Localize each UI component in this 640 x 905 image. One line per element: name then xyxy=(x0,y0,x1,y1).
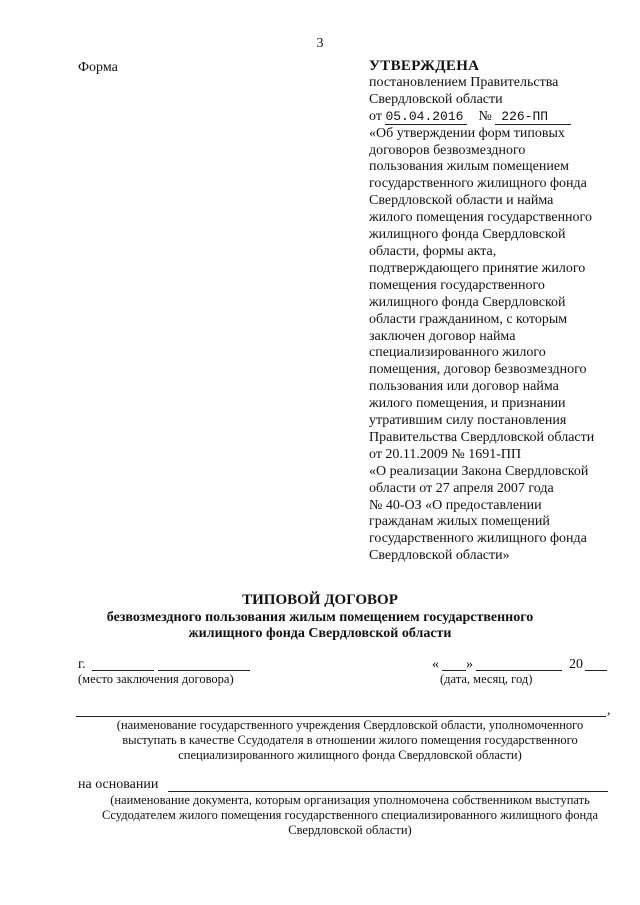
approval-body-line: жилого помещения, и признании xyxy=(369,396,566,412)
approval-body-line: «Об утверждении форм типовых xyxy=(369,125,565,141)
approval-body-line: «О реализации Закона Свердловской xyxy=(369,463,589,479)
date-month-field[interactable] xyxy=(476,670,562,671)
date-open-quote: « xyxy=(432,657,439,672)
approval-body-line: утратившим силу постановления xyxy=(369,413,567,429)
place-prefix: г. xyxy=(78,657,86,672)
approval-body-line: № 40-ОЗ «О предоставлении xyxy=(369,497,542,513)
approval-body-line: помещения государственного xyxy=(369,277,545,293)
lender-hint-line-3: специализированного жилищного фонда Свердловской области) xyxy=(178,748,522,762)
lender-hint xyxy=(60,718,640,763)
approval-body-line: пользования жилым помещением xyxy=(369,159,569,175)
contract-subtitle-line-1: безвозмездного пользования жилым помещением государственного xyxy=(106,610,534,625)
approval-body-line: гражданам жилых помещений xyxy=(369,514,550,530)
approval-number-prefix: № xyxy=(478,108,492,124)
contract-title: ТИПОВОЙ ДОГОВОР xyxy=(242,592,398,608)
lender-comma: , xyxy=(607,703,611,718)
approval-line-2: Свердловской области xyxy=(369,91,503,107)
approval-body-line: государственного жилищного фонда xyxy=(369,176,587,192)
contract-subtitle xyxy=(0,610,640,642)
contract-subtitle-line-2: жилищного фонда Свердловской области xyxy=(188,626,452,641)
approval-block xyxy=(369,58,631,565)
approval-body-line: жилищного фонда Свердловской xyxy=(369,294,566,310)
place-field-1[interactable] xyxy=(92,670,154,671)
basis-hint-line-1: (наименование документа, которым организация уполномочена собственником выступать xyxy=(110,793,590,807)
approval-body-line: помещения, договор безвозмездного xyxy=(369,362,587,378)
lender-hint-line-1: (наименование государственного учреждения Свердловской области, уполномоченного xyxy=(116,718,584,732)
lender-field[interactable] xyxy=(76,716,606,717)
approval-title: УТВЕРЖДЕНА xyxy=(369,58,480,74)
approval-body-line: договоров безвозмездного xyxy=(369,142,526,158)
form-label: Форма xyxy=(78,60,118,75)
approval-body-line: пользования или договор найма xyxy=(369,379,559,395)
approval-body-line: Свердловской области и найма xyxy=(369,193,554,209)
approval-body-line: специализированного жилого xyxy=(369,345,546,361)
basis-hint xyxy=(60,793,640,838)
approval-date-value: 05.04.2016 xyxy=(385,110,467,125)
approval-number-value: 226-ПП xyxy=(495,110,571,125)
date-hint: (дата, месяц, год) xyxy=(440,672,533,686)
approval-body-line: Правительства Свердловской области xyxy=(369,429,595,445)
page-number: 3 xyxy=(316,36,324,51)
basis-hint-line-2: Ссудодателем жилого помещения государственного специализированного жилищного фонда xyxy=(101,808,599,822)
approval-body-line: Свердловской области» xyxy=(369,548,510,564)
date-year-field[interactable] xyxy=(585,670,607,671)
basis-label: на основании xyxy=(78,777,159,792)
place-field-2[interactable] xyxy=(158,670,250,671)
approval-body-line: государственного жилищного фонда xyxy=(369,531,587,547)
approval-body-line: от 20.11.2009 № 1691-ПП xyxy=(369,446,522,462)
approval-body-line: заключен договор найма xyxy=(369,328,516,344)
place-hint: (место заключения договора) xyxy=(78,672,234,686)
approval-date-prefix: от xyxy=(369,108,382,124)
approval-body-line: области от 27 апреля 2007 года xyxy=(369,480,554,496)
approval-body-line: подтверждающего принятие жилого xyxy=(369,260,586,276)
approval-body-line: области, формы акта, xyxy=(369,243,497,259)
basis-field[interactable] xyxy=(168,791,608,792)
approval-date-number xyxy=(369,109,631,126)
approval-body-line: жилого помещения государственного xyxy=(369,210,592,226)
basis-hint-line-3: Свердловской области) xyxy=(288,823,412,837)
approval-line-1: постановлением Правительства xyxy=(369,74,559,90)
approval-body xyxy=(369,126,631,566)
date-close-quote: » xyxy=(466,657,473,672)
date-day-field[interactable] xyxy=(442,670,466,671)
approval-body-line: жилищного фонда Свердловской xyxy=(369,227,566,243)
date-year-prefix: 20 xyxy=(569,657,583,672)
approval-body-line: области гражданином, с которым xyxy=(369,311,568,327)
lender-hint-line-2: выступать в качестве Ссудодателя в отношении жилого помещения государственного xyxy=(122,733,578,747)
